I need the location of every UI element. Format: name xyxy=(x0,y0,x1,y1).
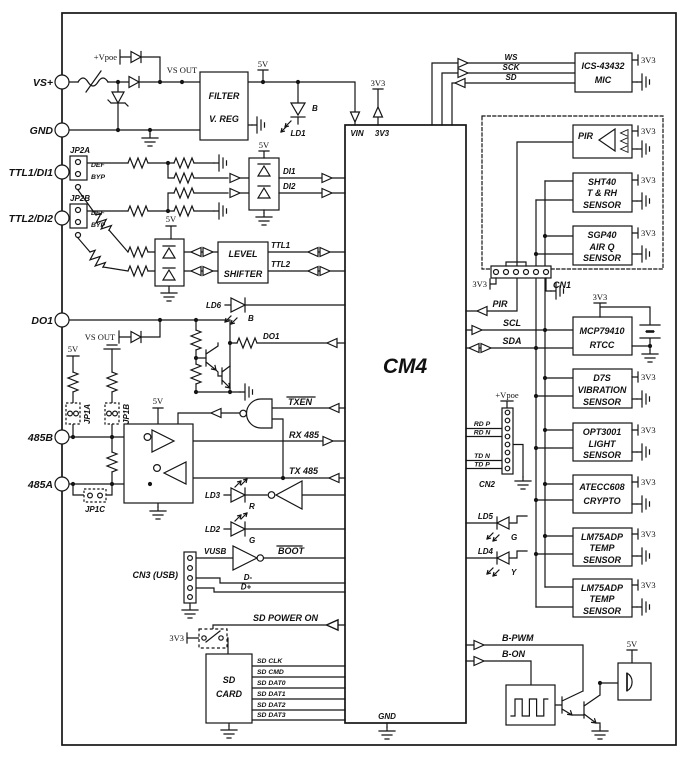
sht40-l1: SHT40 xyxy=(587,177,617,187)
rx485-label: RX 485 xyxy=(289,430,320,440)
ttl2-label: TTL2 xyxy=(271,260,291,269)
mic-section xyxy=(432,53,656,125)
sgp40-l1: SGP40 xyxy=(587,230,617,240)
opt-3v3-label: 3V3 xyxy=(641,425,656,435)
bpwm-label: B-PWM xyxy=(502,633,534,643)
vusb-label: VUSB xyxy=(204,547,227,556)
d7s-l1: D7S xyxy=(593,373,611,383)
do1-label: DO1 xyxy=(31,315,53,327)
vpoe-diode-icon xyxy=(131,52,141,63)
ttl2-terminal xyxy=(55,211,69,225)
jp2b-label: JP2B xyxy=(70,194,91,203)
jp2a-label: JP2A xyxy=(70,146,91,155)
sd-dat2-label: SD DAT2 xyxy=(257,702,286,709)
cm4-gnd-pin: GND xyxy=(378,712,396,721)
ttl1di1-label: TTL1/DI1 xyxy=(8,167,53,179)
ld3-inverter-icon xyxy=(276,481,302,509)
filter-label: FILTER xyxy=(208,91,240,101)
ttl2di2-label: TTL2/DI2 xyxy=(8,213,53,225)
ld2-label: LD2 xyxy=(205,525,221,534)
485a-terminal xyxy=(55,477,69,491)
jp2b-def-label: DEF xyxy=(91,210,105,217)
sgp40-3v3-label: 3V3 xyxy=(641,228,656,238)
sht40-l2: T & RH xyxy=(587,188,617,198)
lm75a-l1: LM75ADP xyxy=(580,532,624,542)
5v-rail-label: 5V xyxy=(257,59,269,69)
sd-dat3-label: SD DAT3 xyxy=(257,712,286,719)
opt-l3: SENSOR xyxy=(582,450,622,460)
scl-label: SCL xyxy=(503,318,521,328)
ld6-color-label: B xyxy=(248,314,254,323)
ws-label: WS xyxy=(504,53,518,62)
sd-cmd-label: SD CMD xyxy=(257,669,284,676)
sgp40-l2: AIR Q xyxy=(589,242,615,252)
sd-power-on-label: SD POWER ON xyxy=(253,613,319,623)
ttl-protection-block xyxy=(155,239,184,286)
lm75a-3v3-label: 3V3 xyxy=(641,529,656,539)
rtcc-l1: MCP79410 xyxy=(579,326,625,336)
cn3-label: CN3 (USB) xyxy=(132,570,178,580)
pir-3v3-label: 3V3 xyxy=(641,126,656,136)
zener-diode-icon xyxy=(108,92,128,106)
cm4-3v3-pin: 3V3 xyxy=(374,129,390,138)
sd-3v3-label: 3V3 xyxy=(169,633,184,643)
ld1-led-icon xyxy=(281,103,305,132)
di-5v-label: 5V xyxy=(258,140,270,150)
sd-dat0-label: SD DAT0 xyxy=(257,680,286,687)
sgp40-l3: SENSOR xyxy=(582,253,622,263)
level-shifter-section xyxy=(128,214,345,324)
i2c-bus-lines xyxy=(536,181,545,607)
ttl1-terminal xyxy=(55,165,69,179)
lm75b-l3: SENSOR xyxy=(582,606,622,616)
ld1-label: LD1 xyxy=(290,129,306,138)
lm75-block-2 xyxy=(573,579,656,617)
jumper-jp2a xyxy=(70,146,105,190)
ls-5v-label: 5V xyxy=(165,214,177,224)
rs485-section xyxy=(66,344,345,545)
status-leds xyxy=(466,512,527,577)
bon-label: B-ON xyxy=(502,649,525,659)
shifter-label: SHIFTER xyxy=(223,269,263,279)
usb-dp-label: D+ xyxy=(240,582,252,592)
tdn-label: TD N xyxy=(474,453,490,460)
jumper-jp2b xyxy=(70,194,105,238)
jp1c-label: JP1C xyxy=(84,505,106,514)
fuse-symbol xyxy=(78,71,108,92)
vs-label: VS+ xyxy=(32,77,53,89)
jp2a-def-label: DEF xyxy=(91,162,105,169)
d7s-l2: VIBRATION xyxy=(577,385,627,395)
txen-gate-icon xyxy=(247,399,273,428)
vreg-label: V. REG xyxy=(209,114,239,124)
sd-label: SD xyxy=(222,675,236,685)
rdp-label: RD P xyxy=(473,421,491,428)
sd-dat1-label: SD DAT1 xyxy=(257,691,286,698)
tdp-label: TD P xyxy=(474,461,490,469)
txen-label: TXEN xyxy=(288,397,313,407)
cn1-label: CN1 xyxy=(553,280,572,290)
ld5-color-label: G xyxy=(511,533,518,542)
485a-label: 485A xyxy=(27,479,53,491)
xcvr-5v-label: 5V xyxy=(152,396,164,406)
sda-label: SDA xyxy=(502,336,522,346)
jp1a-label: JP1A xyxy=(83,403,92,424)
vin-arrow-icon xyxy=(351,112,360,122)
do1-terminal xyxy=(55,313,69,327)
buzzer-5v-label: 5V xyxy=(626,639,638,649)
ld3-led-icon xyxy=(231,479,247,502)
3v3-flag-label: 3V3 xyxy=(370,78,386,88)
485b-terminal xyxy=(55,430,69,444)
do1-vsout-label: VS OUT xyxy=(84,332,116,342)
cn1-header xyxy=(472,262,571,299)
cm4-vin-pin: VIN xyxy=(350,129,364,138)
level-label: LEVEL xyxy=(228,249,258,259)
cn2-label: CN2 xyxy=(479,480,496,489)
sht40-3v3-label: 3V3 xyxy=(641,175,656,185)
jp1a-5v-label: 5V xyxy=(67,344,79,354)
buzzer-section xyxy=(466,633,651,739)
d7s-block xyxy=(573,369,656,408)
pir-signal-label: PIR xyxy=(492,299,508,309)
mic-name-label: MIC xyxy=(594,75,612,85)
boot-inverter-icon xyxy=(233,546,257,570)
cn2-header xyxy=(466,390,531,489)
lm75-block-1 xyxy=(573,528,656,566)
mic-part-label: ICS-43432 xyxy=(581,61,625,71)
485b-label: 485B xyxy=(27,432,53,444)
sgp40-block xyxy=(534,226,656,265)
sd-mic-label: SD xyxy=(505,73,517,82)
ld2-color-label: G xyxy=(249,536,256,545)
lm75a-l3: SENSOR xyxy=(582,555,622,565)
mic-block xyxy=(575,53,632,92)
sht40-block xyxy=(536,173,656,212)
atecc-block xyxy=(573,475,656,513)
lm75a-l2: TEMP xyxy=(589,543,615,553)
d7s-l3: SENSOR xyxy=(582,397,622,407)
do1-transistors-icon xyxy=(206,343,230,388)
opt-l2: LIGHT xyxy=(588,439,616,449)
cm4-label: CM4 xyxy=(382,355,428,378)
boot-label: BOOT xyxy=(278,546,304,556)
atecc-3v3-label: 3V3 xyxy=(641,477,656,487)
do1-signal-label: DO1 xyxy=(263,332,280,341)
ld1-color-label: B xyxy=(312,104,318,113)
3v3-out-arrow-icon xyxy=(374,107,383,117)
opt3001-block xyxy=(573,423,656,461)
left-terminals xyxy=(9,75,69,491)
lm75b-3v3-label: 3V3 xyxy=(641,580,656,590)
vpoe-label: +Vpoe xyxy=(93,52,117,62)
ld4-label: LD4 xyxy=(477,547,493,556)
jp1b-label: JP1B xyxy=(122,403,131,424)
gnd-label: GND xyxy=(29,125,53,137)
buzzer-block xyxy=(618,663,651,700)
rtcc-3v3-label: 3V3 xyxy=(592,292,608,302)
lm75b-l1: LM75ADP xyxy=(580,583,624,593)
jp2a-byp-label: BYP xyxy=(91,174,105,181)
d7s-3v3-label: 3V3 xyxy=(641,372,656,382)
ld6-label: LD6 xyxy=(206,301,222,310)
di-protection-block xyxy=(249,140,279,225)
gnd-terminal xyxy=(55,123,69,137)
ld5-label: LD5 xyxy=(477,512,493,521)
di2-label: DI2 xyxy=(283,182,296,191)
filter-vreg-block xyxy=(200,72,248,140)
opt-l1: OPT3001 xyxy=(582,427,622,437)
rtcc-l2: RTCC xyxy=(589,340,615,350)
card-label: CARD xyxy=(216,689,242,699)
rtcc-block xyxy=(573,292,660,362)
usb-dm-label: D- xyxy=(243,573,253,582)
vs-out-label: VS OUT xyxy=(166,65,198,75)
sht40-l3: SENSOR xyxy=(582,200,622,210)
tx485-label: TX 485 xyxy=(289,466,319,476)
ld3-color-label: R xyxy=(249,502,255,511)
vs-terminal xyxy=(55,75,69,89)
cn2-vpoe-label: +Vpoe xyxy=(495,390,519,400)
sd-card-section xyxy=(169,613,345,738)
pir-label: PIR xyxy=(578,131,594,141)
mic-3v3-label: 3V3 xyxy=(641,55,656,65)
power-input-section xyxy=(69,50,385,146)
pwm-generator-block xyxy=(506,685,555,725)
usb-section xyxy=(132,546,345,618)
ttl1-label: TTL1 xyxy=(271,241,291,250)
di1-label: DI1 xyxy=(283,167,296,176)
ld2-led-icon xyxy=(231,513,247,536)
cm4-block xyxy=(345,125,466,739)
rdn-label: RD N xyxy=(473,429,491,437)
atecc-l2: CRYPTO xyxy=(583,496,621,506)
jp2b-byp-label: BYP xyxy=(91,222,105,229)
ld4-color-label: Y xyxy=(511,568,517,577)
sd-clk-label: SD CLK xyxy=(257,658,283,665)
atecc-l1: ATECC608 xyxy=(579,482,625,492)
ld3-label: LD3 xyxy=(205,491,221,500)
sck-label: SCK xyxy=(502,63,520,72)
lm75b-l2: TEMP xyxy=(589,594,615,604)
series-diode-icon xyxy=(129,77,139,88)
cn1-3v3-label: 3V3 xyxy=(472,279,487,289)
